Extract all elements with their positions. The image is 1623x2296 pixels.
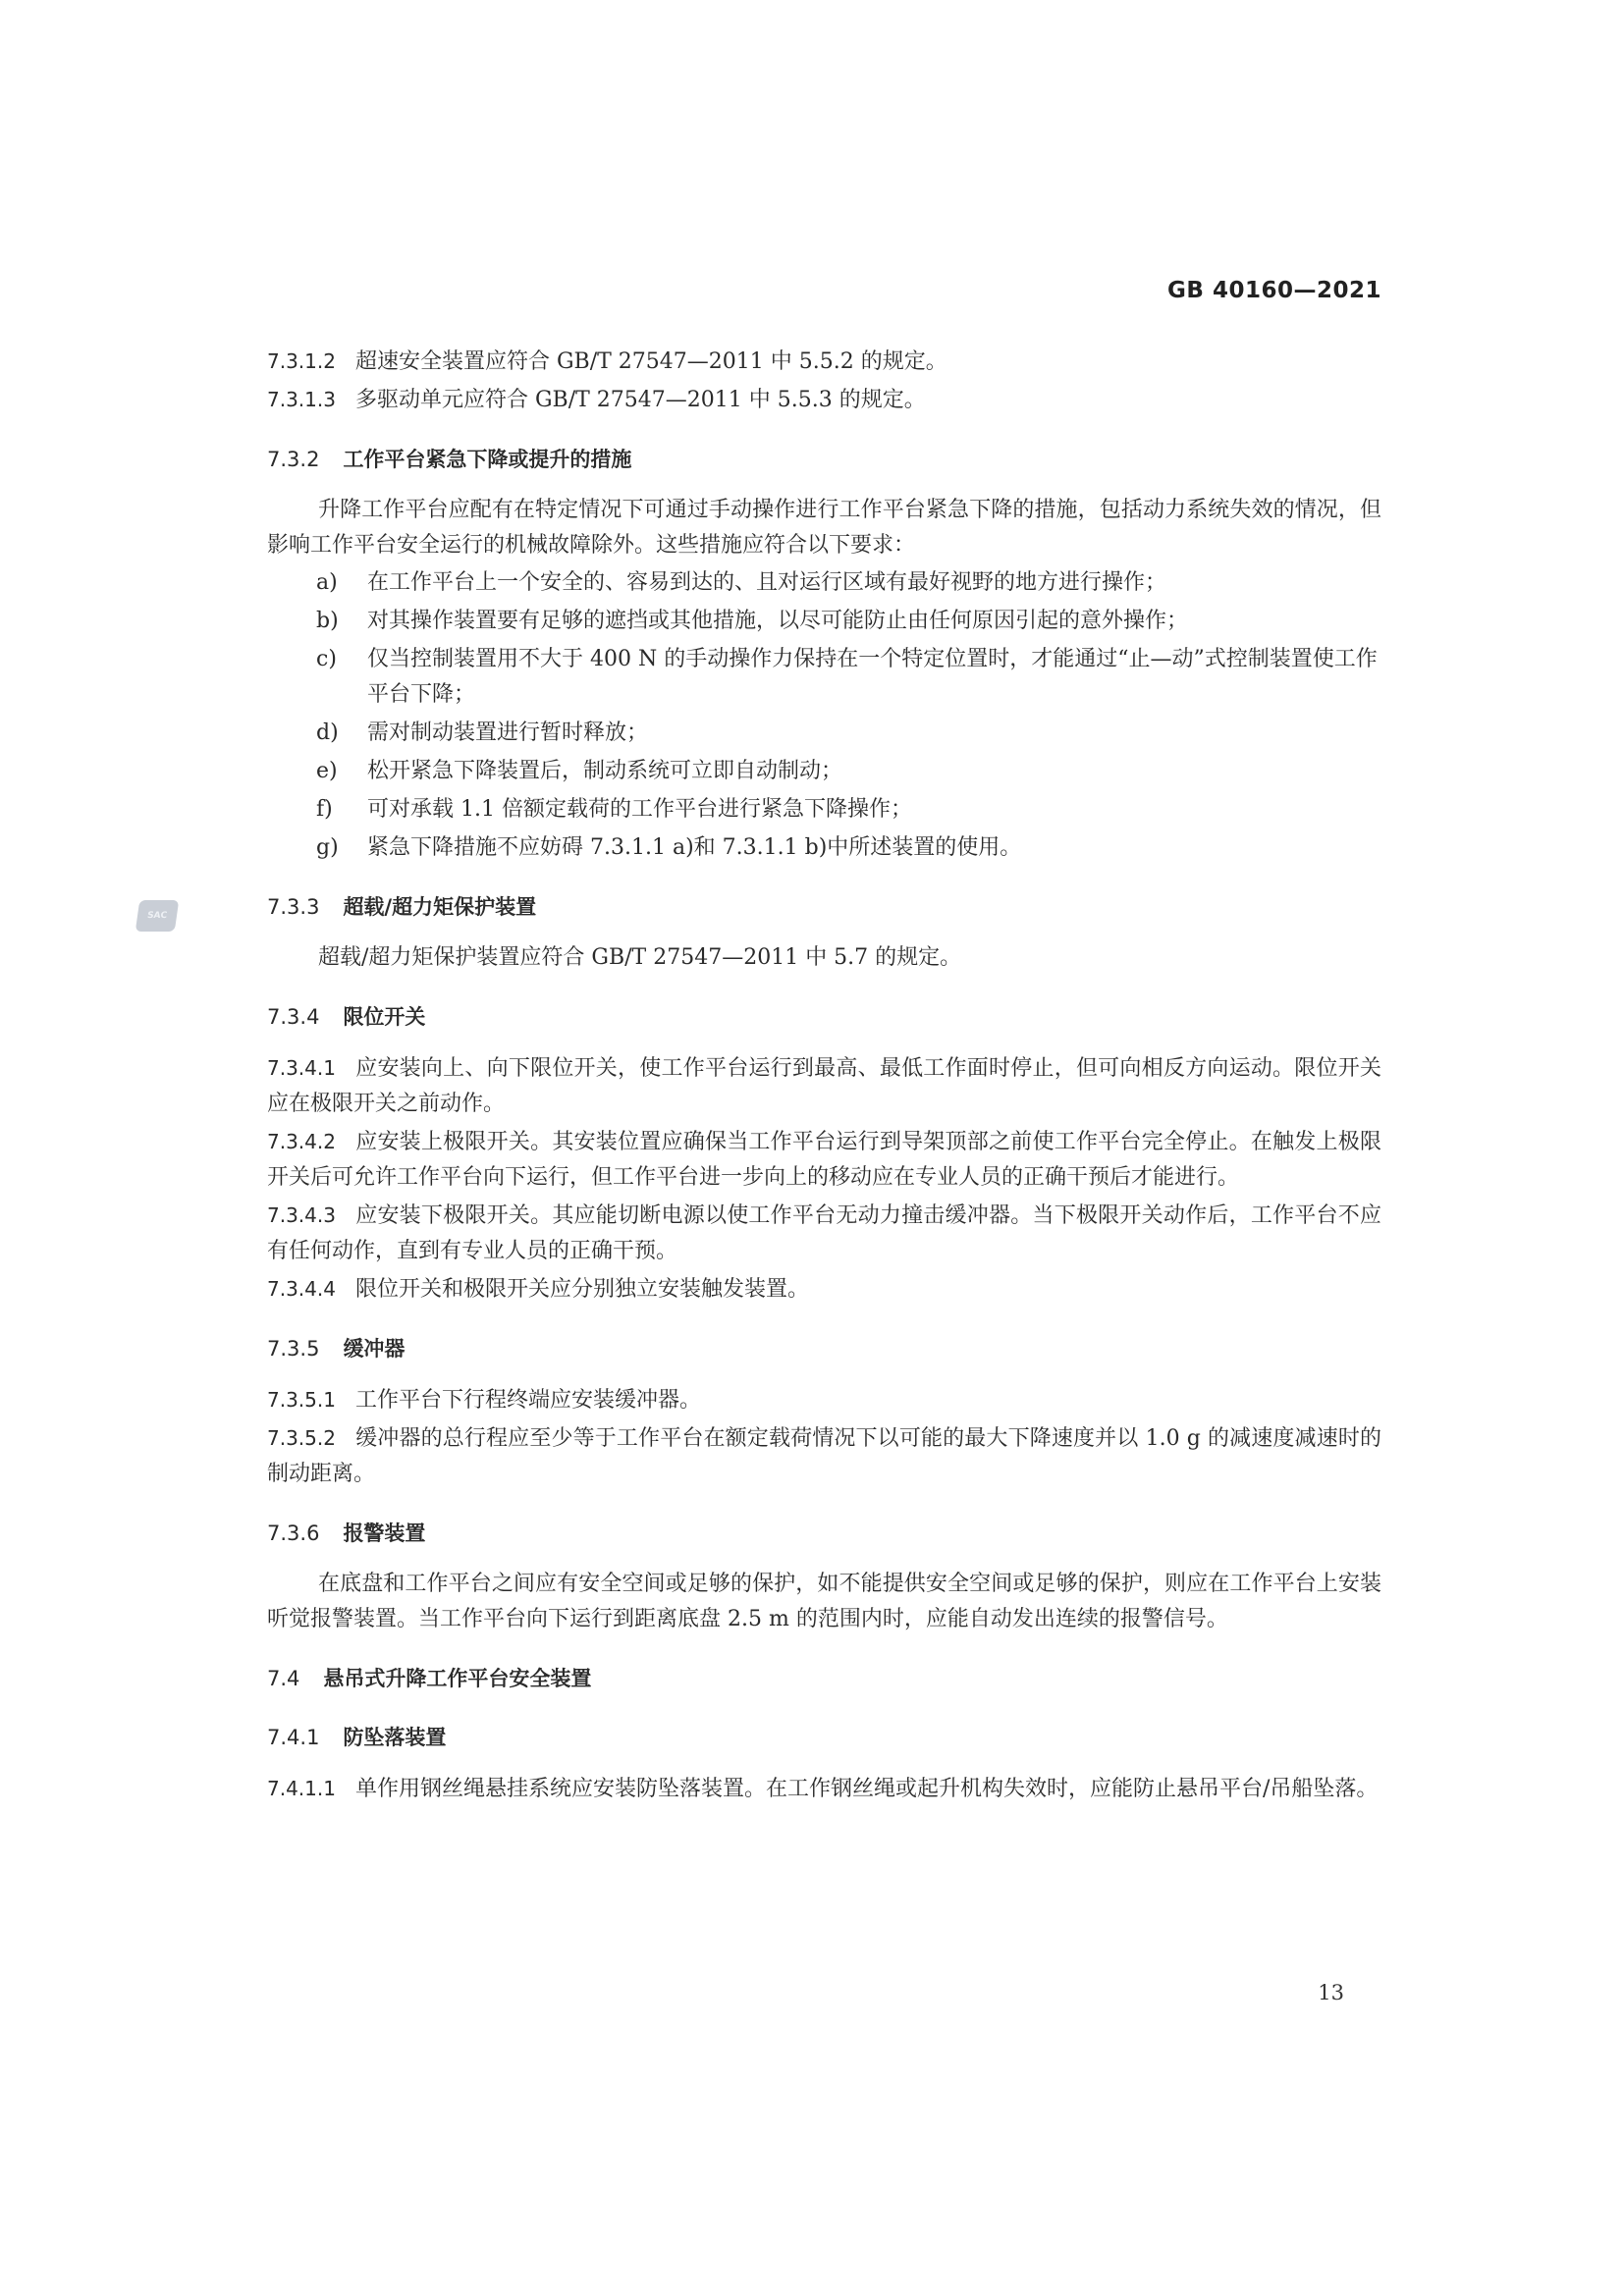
- list-item: [267, 604, 1381, 639]
- list-label: g): [316, 835, 339, 860]
- paragraph-7-3-6: 在底盘和工作平台之间应有安全空间或足够的保护，如不能提供安全空间或足够的保护，则应在工作平台上安装听觉报警装置。当工作平台向下运行到距离底盘 2.5 m 的范围内时，应能自动发出连续的报警信号。: [267, 1572, 1381, 1631]
- page-number: 13: [1318, 1981, 1344, 2004]
- list-label: d): [316, 721, 339, 745]
- clause-7-3-5-1: [267, 1382, 1381, 1418]
- paragraph-7-3-3: 超载/超力矩保护装置应符合 GB/T 27547—2011 中 5.7 的规定。: [318, 945, 962, 970]
- heading-title: 工作平台紧急下降或提升的措施: [343, 448, 632, 471]
- heading-7-3-3: [267, 889, 1381, 925]
- list-label: e): [316, 759, 338, 783]
- list-item: [267, 642, 1381, 713]
- heading-7-3-6: [267, 1516, 1381, 1551]
- heading-title: 缓冲器: [343, 1337, 406, 1361]
- clause-number: 7.3.4.1: [267, 1056, 336, 1080]
- heading-7-4-1: [267, 1720, 1381, 1755]
- list-label: f): [316, 797, 333, 822]
- heading-7-3-2: [267, 442, 1381, 477]
- heading-number: 7.4: [267, 1667, 300, 1690]
- clause-text: 应安装上极限开关。其安装位置应确保当工作平台运行到导架顶部之前使工作平台完全停止。在触发上极限开关后可允许工作平台向下运行，但工作平台进一步向上的移动应在专业人员的正确干预后才能进行。: [267, 1130, 1381, 1190]
- clause-text: 缓冲器的总行程应至少等于工作平台在额定载荷情况下以可能的最大下降速度并以 1.0 g 的减速度减速时的制动距离。: [267, 1426, 1381, 1486]
- heading-7-3-5: [267, 1331, 1381, 1366]
- heading-number: 7.3.3: [267, 895, 320, 919]
- clause-text: 限位开关和极限开关应分别独立安装触发装置。: [354, 1277, 809, 1302]
- clause-7-3-4-3: [267, 1198, 1381, 1269]
- clause-number: 7.4.1.1: [267, 1777, 336, 1800]
- paragraph-7-3-2: 升降工作平台应配有在特定情况下可通过手动操作进行工作平台紧急下降的措施，包括动力系统失效的情况，但影响工作平台安全运行的机械故障除外。这些措施应符合以下要求：: [267, 498, 1381, 558]
- list-item: [267, 792, 1381, 828]
- clause-number: 7.3.4.4: [267, 1277, 336, 1301]
- list-item: [267, 754, 1381, 789]
- list-item: [267, 830, 1381, 866]
- heading-title: 防坠落装置: [343, 1726, 447, 1749]
- list-text: 对其操作装置要有足够的遮挡或其他措施，以尽可能防止由任何原因引起的意外操作；: [367, 609, 1189, 633]
- heading-number: 7.3.4: [267, 1005, 320, 1029]
- list-text: 紧急下降措施不应妨碍 7.3.1.1 a)和 7.3.1.1 b)中所述装置的使用。: [367, 835, 1022, 860]
- clause-text: 超速安全装置应符合 GB/T 27547—2011 中 5.5.2 的规定。: [354, 349, 947, 374]
- clause-text: 应安装下极限开关。其应能切断电源以使工作平台无动力撞击缓冲器。当下极限开关动作后，工作平台不应有任何动作，直到有专业人员的正确干预。: [267, 1203, 1381, 1263]
- clause-7-3-1-3: [267, 382, 1381, 418]
- heading-title: 超载/超力矩保护装置: [343, 895, 537, 919]
- heading-title: 悬吊式升降工作平台安全装置: [323, 1667, 592, 1690]
- list-item: [267, 565, 1381, 601]
- list-text: 需对制动装置进行暂时释放；: [367, 721, 649, 745]
- clause-7-3-4-1: [267, 1050, 1381, 1122]
- clause-7-4-1-1: [267, 1771, 1381, 1807]
- clause-7-3-5-2: [267, 1420, 1381, 1492]
- clause-text: 单作用钢丝绳悬挂系统应安装防坠落装置。在工作钢丝绳或起升机构失效时，应能防止悬吊平台/吊船坠落。: [354, 1777, 1379, 1801]
- document-body: [267, 344, 1381, 1809]
- list-text: 仅当控制装置用不大于 400 N 的手动操作力保持在一个特定位置时，才能通过“止—动”式控制装置使工作平台下降；: [367, 647, 1378, 707]
- list-text: 在工作平台上一个安全的、容易到达的、且对运行区域有最好视野的地方进行操作；: [367, 570, 1167, 595]
- clause-7-3-4-2: [267, 1124, 1381, 1196]
- heading-number: 7.3.2: [267, 448, 320, 471]
- list-label: a): [316, 570, 338, 595]
- clause-7-3-1-2: [267, 344, 1381, 380]
- list-label: c): [316, 647, 337, 671]
- clause-text: 应安装向上、向下限位开关，使工作平台运行到最高、最低工作面时停止，但可向相反方向运动。限位开关应在极限开关之前动作。: [267, 1056, 1381, 1116]
- clause-number: 7.3.4.3: [267, 1203, 336, 1227]
- list-label: b): [316, 609, 339, 633]
- clause-number: 7.3.5.2: [267, 1426, 336, 1450]
- clause-7-3-4-4: [267, 1271, 1381, 1308]
- standard-number: GB 40160—2021: [1167, 278, 1381, 303]
- clause-number: 7.3.5.1: [267, 1388, 336, 1412]
- clause-number: 7.3.1.2: [267, 349, 336, 373]
- clause-number: 7.3.1.3: [267, 388, 336, 411]
- list-item: [267, 716, 1381, 751]
- list-text: 松开紧急下降装置后，制动系统可立即自动制动；: [367, 759, 843, 783]
- heading-number: 7.3.6: [267, 1522, 320, 1545]
- watermark-logo: SAC: [135, 900, 179, 932]
- heading-7-4: [267, 1661, 1381, 1696]
- heading-number: 7.3.5: [267, 1337, 320, 1361]
- heading-title: 报警装置: [343, 1522, 426, 1545]
- heading-7-3-4: [267, 999, 1381, 1035]
- list-text: 可对承载 1.1 倍额定载荷的工作平台进行紧急下降操作；: [367, 797, 912, 822]
- heading-title: 限位开关: [343, 1005, 426, 1029]
- heading-number: 7.4.1: [267, 1726, 320, 1749]
- clause-text: 多驱动单元应符合 GB/T 27547—2011 中 5.5.3 的规定。: [354, 388, 926, 412]
- clause-text: 工作平台下行程终端应安装缓冲器。: [354, 1388, 701, 1413]
- clause-number: 7.3.4.2: [267, 1130, 336, 1153]
